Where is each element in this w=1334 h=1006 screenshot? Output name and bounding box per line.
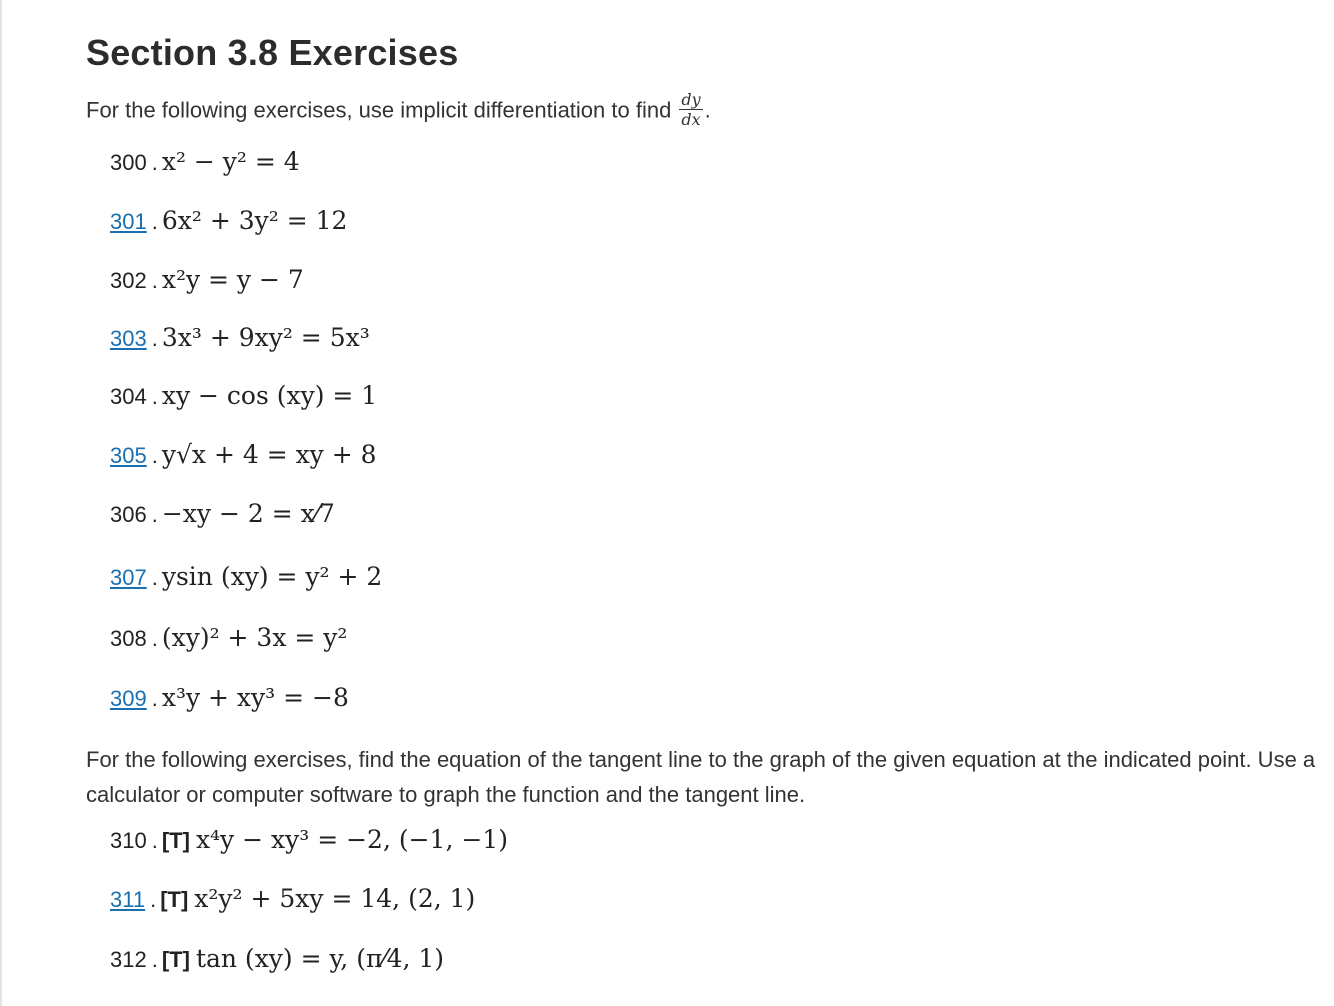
exercise-309-link[interactable]: 309 [110,686,147,711]
exercise-310 [110,822,508,859]
technology-tag: [T] [161,947,190,972]
exercise-305-link[interactable]: 305 [110,443,147,468]
dy-dx-fraction [679,90,702,129]
separator: . [151,268,158,293]
instructions-implicit [86,92,711,131]
exercise-303-link[interactable]: 303 [110,326,147,351]
exercise-equation: ysin (xy) = y² + 2 [161,562,383,591]
exercise-equation: x²y = y − 7 [161,265,304,294]
exercise-309 [110,680,349,717]
exercise-equation: tan (xy) = y, (π⁄4, 1) [195,944,445,973]
exercise-number: 310 [110,828,147,853]
fraction-denominator: dx [681,110,701,129]
separator: . [151,828,158,853]
technology-tag: [T] [161,828,190,853]
exercise-301-link[interactable]: 301 [110,209,147,234]
technology-tag: [T] [160,887,189,912]
exercise-303 [110,320,370,357]
separator: . [151,626,158,651]
fraction-numerator: dy [681,90,701,109]
instructions-text: For the following exercises, use implicit differentiation to find [86,97,672,123]
page-title: Section 3.8 Exercises [86,32,459,73]
exercise-number: 308 [110,626,147,651]
separator: . [151,150,158,175]
exercise-equation: x²y² + 5xy = 14, (2, 1) [194,884,476,913]
exercise-number: 312 [110,947,147,972]
exercise-312 [110,941,444,978]
exercise-equation: x² − y² = 4 [161,147,300,176]
separator: . [151,209,158,234]
separator: . [151,686,158,711]
exercise-306 [110,496,335,533]
separator: . [151,502,158,527]
exercise-equation: (xy)² + 3x = y² [161,623,348,652]
exercise-equation: 6x² + 3y² = 12 [161,206,348,235]
exercise-equation: x³y + xy³ = −8 [161,683,349,712]
separator: . [151,326,158,351]
exercise-302 [110,262,304,299]
exercise-307 [110,559,382,596]
exercise-equation: x⁴y − xy³ = −2, (−1, −1) [195,825,508,854]
exercise-number: 306 [110,502,147,527]
exercise-308 [110,620,347,657]
exercise-number: 300 [110,150,147,175]
exercise-311-link[interactable]: 311 [110,887,146,912]
exercise-number: 302 [110,268,147,293]
instructions-tangent: For the following exercises, find the equation of the tangent line to the graph of the given equation at the indicated point. Use a calculator or computer software to graph the function and the tangent line. [86,747,1316,807]
exercise-301 [110,203,347,240]
exercise-number: 304 [110,384,147,409]
exercise-equation: xy − cos (xy) = 1 [161,381,378,410]
exercise-311 [110,881,475,918]
exercise-307-link[interactable]: 307 [110,565,147,590]
left-border [0,0,2,1006]
separator: . [151,443,158,468]
exercise-304 [110,378,377,415]
instructions-period: . [704,97,711,123]
exercise-305 [110,437,377,474]
exercise-equation: y√x + 4 = xy + 8 [161,440,377,469]
exercise-equation: 3x³ + 9xy² = 5x³ [161,323,370,352]
separator: . [150,887,157,912]
separator: . [151,384,158,409]
separator: . [151,565,158,590]
separator: . [151,947,158,972]
exercise-300 [110,144,300,181]
exercise-equation: −xy − 2 = x⁄7 [161,499,335,528]
